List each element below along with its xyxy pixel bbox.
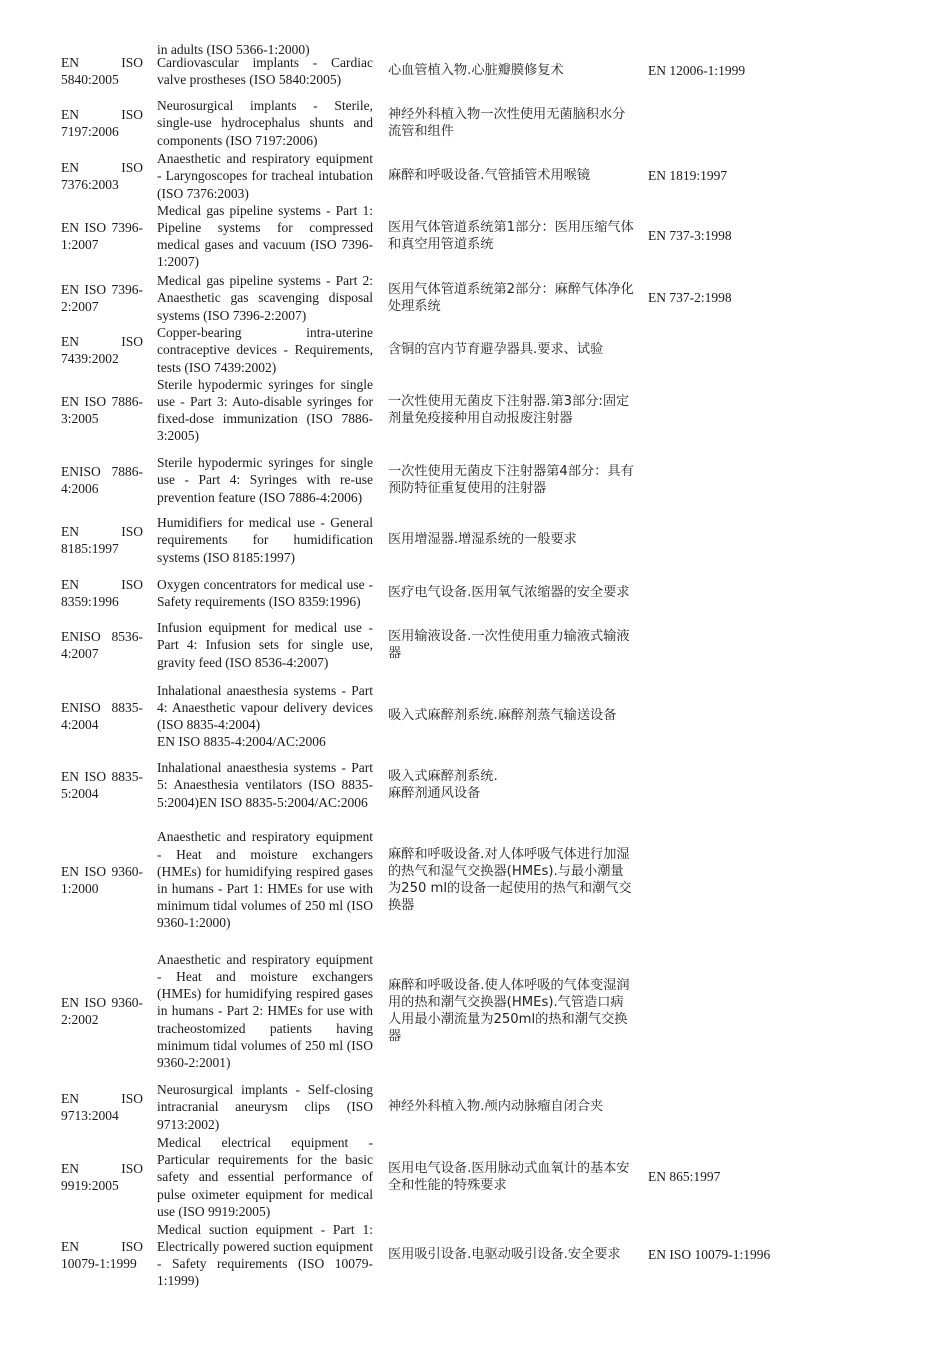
chinese-title-text: 医用输液设备.一次性使用重力输液式输液器 <box>388 628 630 661</box>
chinese-title-text: 医用吸引设备.电驱动吸引设备.安全要求 <box>388 1247 621 1263</box>
chinese-title <box>388 463 636 497</box>
replaced-standard: EN 737-3:1998 <box>648 228 732 244</box>
english-title-text: Copper-bearing intra-uterine contraceptive devices - Requirements, tests (ISO 7439:2002) <box>157 325 373 375</box>
chinese-title-text: 吸入式麻醉剂系统. <box>388 768 498 784</box>
english-title-text: Inhalational anaesthesia systems - Part 4: Anaesthetic vapour delivery devices (ISO 8835-4:2004) <box>157 682 373 732</box>
standard-number: EN ISO 7886-3:2005 <box>61 393 143 426</box>
chinese-title-text: 一次性使用无菌皮下注射器第4部分：具有预防特征重复使用的注射器 <box>388 463 634 496</box>
english-title-text: Cardiovascular implants - Cardiac valve prostheses (ISO 5840:2005) <box>157 54 373 87</box>
standard-number: EN ISO 10079-1:1999 <box>61 1238 143 1271</box>
chinese-title-text: 神经外科植入物.颅内动脉瘤自闭合夹 <box>388 1099 604 1115</box>
standard-number: ENISO 8536-4:2007 <box>61 628 143 661</box>
standard-number: EN ISO 8185:1997 <box>61 523 143 556</box>
chinese-title-text: 医用气体管道系统第1部分：医用压缩气体和真空用管道系统 <box>388 219 634 252</box>
replaced-standard: EN 865:1997 <box>648 1169 721 1185</box>
table-row <box>0 272 950 324</box>
chinese-title-text: 医用增湿器.增湿系统的一般要求 <box>388 532 577 548</box>
table-row <box>0 445 950 515</box>
standard-number: ENISO 8835-4:2004 <box>61 699 143 732</box>
english-title-text: Sterile hypodermic syringes for single use - Part 4: Syringes with re-use prevention feature (ISO 7886-4:2006) <box>157 455 373 505</box>
standard-number: EN ISO 9919:2005 <box>61 1160 143 1193</box>
table-row <box>0 941 950 1081</box>
standard-number: EN ISO 7439:2002 <box>61 333 143 366</box>
table-row <box>0 751 950 819</box>
chinese-title-text: 医疗电气设备.医用氧气浓缩器的安全要求 <box>388 585 630 601</box>
table-row <box>0 681 950 751</box>
chinese-title-text: 一次性使用无菌皮下注射器.第3部分:固定剂量免疫接种用自动报废注射器 <box>388 393 630 426</box>
english-title-text: Medical gas pipeline systems - Part 2: Anaesthetic gas scavenging disposal systems (ISO 7396-2:2007) <box>157 273 373 323</box>
english-title-text: Neurosurgical implants - Sterile, single-use hydrocephalus shunts and components (ISO 7197:2006) <box>157 98 373 148</box>
chinese-title <box>388 846 636 915</box>
english-title-text: Humidifiers for medical use - General requirements for humidification systems (ISO 8185:1997) <box>157 515 373 565</box>
chinese-title-text: 神经外科植入物一次性使用无菌脑积水分流管和组件 <box>388 106 626 139</box>
chinese-title-text-line2: 麻醉剂通风设备 <box>388 786 481 801</box>
table-row <box>0 619 950 671</box>
standard-number: EN ISO 8835-5:2004 <box>61 768 143 801</box>
chinese-title <box>388 707 636 724</box>
chinese-title-text: 麻醉和呼吸设备.气管插管术用喉镜 <box>388 168 591 184</box>
chinese-title <box>388 628 636 662</box>
standard-number: EN ISO 7197:2006 <box>61 106 143 139</box>
standard-number: EN ISO 8359:1996 <box>61 576 143 609</box>
table-row <box>0 97 950 149</box>
standard-number: ENISO 7886-4:2006 <box>61 463 143 496</box>
english-title-text: Medical electrical equipment - Particular requirements for the basic safety and essential performance of pulse oximeter equipment for medical use (ISO 9919:2005) <box>157 1135 373 1219</box>
replaced-standard: EN ISO 10079-1:1996 <box>648 1247 771 1263</box>
table-row <box>0 202 950 270</box>
english-title-text: Anaesthetic and respiratory equipment - Heat and moisture exchangers (HMEs) for humidifying respired gases in humans - Part 2: HMEs for use with tracheostomized patients having minimum tidal volumes of 250 ml (ISO 9360-2:2001) <box>157 951 373 1070</box>
table-row <box>0 567 950 619</box>
standard-number: EN ISO 9360-1:2000 <box>61 863 143 896</box>
replaced-standard: EN 737-2:1998 <box>648 290 732 306</box>
standard-number: EN ISO 7396-2:2007 <box>61 281 143 314</box>
chinese-title-text: 吸入式麻醉剂系统.麻醉剂蒸气输送设备 <box>388 708 617 724</box>
standard-number: EN ISO 9713:2004 <box>61 1090 143 1123</box>
standard-number: EN ISO 5840:2005 <box>61 54 143 87</box>
table-row <box>0 1081 950 1133</box>
chinese-title <box>388 977 636 1046</box>
standard-number: EN ISO 7376:2003 <box>61 159 143 192</box>
replaced-standard: EN 12006-1:1999 <box>648 63 746 79</box>
english-title-text: Inhalational anaesthesia systems - Part 5: Anaesthesia ventilators (ISO 8835-5:2004)EN ISO 8835-5:2004/AC:2006 <box>157 760 373 810</box>
english-title-text: Sterile hypodermic syringes for single use - Part 3: Auto-disable syringes for fixed-dose immunization (ISO 7886-3:2005) <box>157 376 373 444</box>
english-title-text: Neurosurgical implants - Self-closing intracranial aneurysm clips (ISO 9713:2002) <box>157 1082 373 1132</box>
standard-number: EN ISO 7396-1:2007 <box>61 219 143 252</box>
chinese-title-text: 含铜的宫内节育避孕器具.要求、试验 <box>388 342 604 358</box>
chinese-title <box>388 768 498 802</box>
standard-number: EN ISO 9360-2:2002 <box>61 994 143 1027</box>
english-title-text: Infusion equipment for medical use - Part 4: Infusion sets for single use, gravity feed (ISO 8536-4:2007) <box>157 620 373 670</box>
chinese-title-text: 医用气体管道系统第2部分：麻醉气体净化处理系统 <box>388 281 634 314</box>
english-title-text: Anaesthetic and respiratory equipment - Laryngoscopes for tracheal intubation (ISO 7376:2003) <box>157 151 373 201</box>
chinese-title <box>388 106 636 140</box>
english-title-text: Medical suction equipment - Part 1: Electrically powered suction equipment - Safety requirements (ISO 10079-1:1999) <box>157 1221 373 1289</box>
english-title-text: Anaesthetic and respiratory equipment - Heat and moisture exchangers (HMEs) for humidifying respired gases in humans - Part 1: HMEs for use with minimum tidal volumes of 250 ml (ISO 9360-1:2000) <box>157 829 373 931</box>
english-title-text: Medical gas pipeline systems - Part 1: Pipeline systems for compressed medical gases and vacuum (ISO 7396-1:2007) <box>157 202 373 270</box>
chinese-title <box>388 1098 636 1115</box>
replaced-standard: EN 1819:1997 <box>648 168 728 184</box>
table-row <box>0 53 950 89</box>
chinese-title <box>388 584 636 601</box>
table-row <box>0 376 950 444</box>
table-row <box>0 820 950 940</box>
table-row <box>0 324 950 376</box>
chinese-title <box>388 531 636 548</box>
table-row <box>0 1134 950 1220</box>
table-row <box>0 150 950 202</box>
overflow-text-previous-row: in adults (ISO 5366-1:2000) <box>157 42 310 57</box>
english-title-text: Oxygen concentrators for medical use - Safety requirements (ISO 8359:1996) <box>157 576 373 609</box>
chinese-title <box>388 393 636 427</box>
english-title-corrigendum: EN ISO 8835-4:2004/AC:2006 <box>157 734 326 750</box>
table-row <box>0 514 950 566</box>
chinese-title-text: 医用电气设备.医用脉动式血氧计的基本安全和性能的特殊要求 <box>388 1160 630 1193</box>
chinese-title-text: 麻醉和呼吸设备.使人体呼吸的气体变湿润用的热和潮气交换器(HMEs).气管造口病人用最小潮流量为250ml的热和潮气交换器 <box>388 977 630 1045</box>
chinese-title-text: 麻醉和呼吸设备.对人体呼吸气体进行加湿的热气和湿气交换器(HMEs).与最小潮量为250 ml的设备一起使用的热气和潮气交换器 <box>388 846 632 914</box>
chinese-title-text: 心血管植入物.心脏瓣膜修复术 <box>388 63 564 79</box>
table-row <box>0 1220 950 1290</box>
chinese-title <box>388 341 636 358</box>
